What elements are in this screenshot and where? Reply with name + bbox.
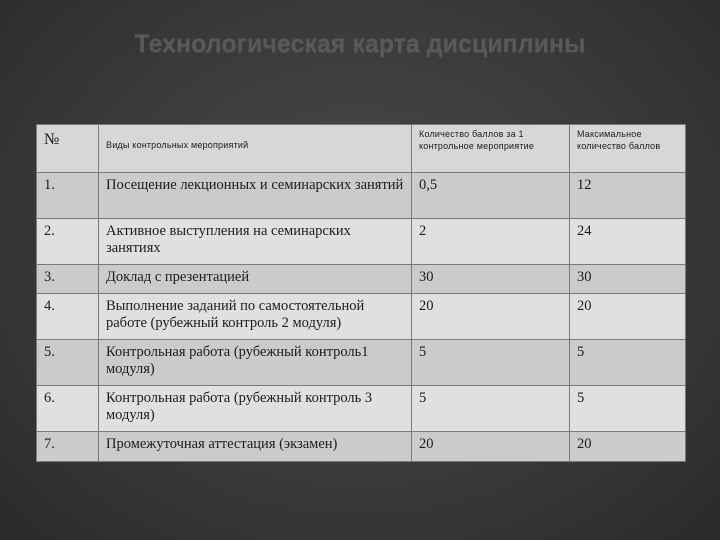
row-no: 3. (37, 265, 99, 294)
table-row (37, 432, 686, 462)
row-points: 20 (412, 432, 570, 462)
discipline-table (36, 124, 686, 462)
header-no: № (37, 125, 99, 173)
row-max: 20 (570, 294, 686, 340)
row-max: 20 (570, 432, 686, 462)
table-row (37, 173, 686, 219)
table-row (37, 340, 686, 386)
header-activity: Виды контрольных мероприятий (99, 125, 412, 173)
row-points: 0,5 (412, 173, 570, 219)
row-activity: Посещение лекционных и семинарских занятий (99, 173, 412, 219)
row-no: 1. (37, 173, 99, 219)
row-no: 5. (37, 340, 99, 386)
row-max: 5 (570, 340, 686, 386)
row-no: 4. (37, 294, 99, 340)
row-activity: Выполнение заданий по самостоятельной работе (рубежный контроль 2 модуля) (99, 294, 412, 340)
table-row (37, 219, 686, 265)
row-points: 2 (412, 219, 570, 265)
row-points: 5 (412, 340, 570, 386)
row-points: 5 (412, 386, 570, 432)
row-activity: Промежуточная аттестация (экзамен) (99, 432, 412, 462)
row-activity: Активное выступления на семинарских занятиях (99, 219, 412, 265)
row-no: 2. (37, 219, 99, 265)
row-points: 30 (412, 265, 570, 294)
row-max: 5 (570, 386, 686, 432)
header-points-per-event: Количество баллов за 1 контрольное мероприятие (412, 125, 570, 173)
table-row (37, 265, 686, 294)
table-row (37, 386, 686, 432)
row-max: 24 (570, 219, 686, 265)
row-activity: Контрольная работа (рубежный контроль1 модуля) (99, 340, 412, 386)
row-max: 30 (570, 265, 686, 294)
table-row (37, 294, 686, 340)
row-no: 6. (37, 386, 99, 432)
row-activity: Доклад с презентацией (99, 265, 412, 294)
table-header-row (37, 125, 686, 173)
row-max: 12 (570, 173, 686, 219)
row-no: 7. (37, 432, 99, 462)
row-points: 20 (412, 294, 570, 340)
page-title: Технологическая карта дисциплины (134, 30, 586, 58)
header-max-points: Максимальное количество баллов (570, 125, 686, 173)
row-activity: Контрольная работа (рубежный контроль 3 модуля) (99, 386, 412, 432)
